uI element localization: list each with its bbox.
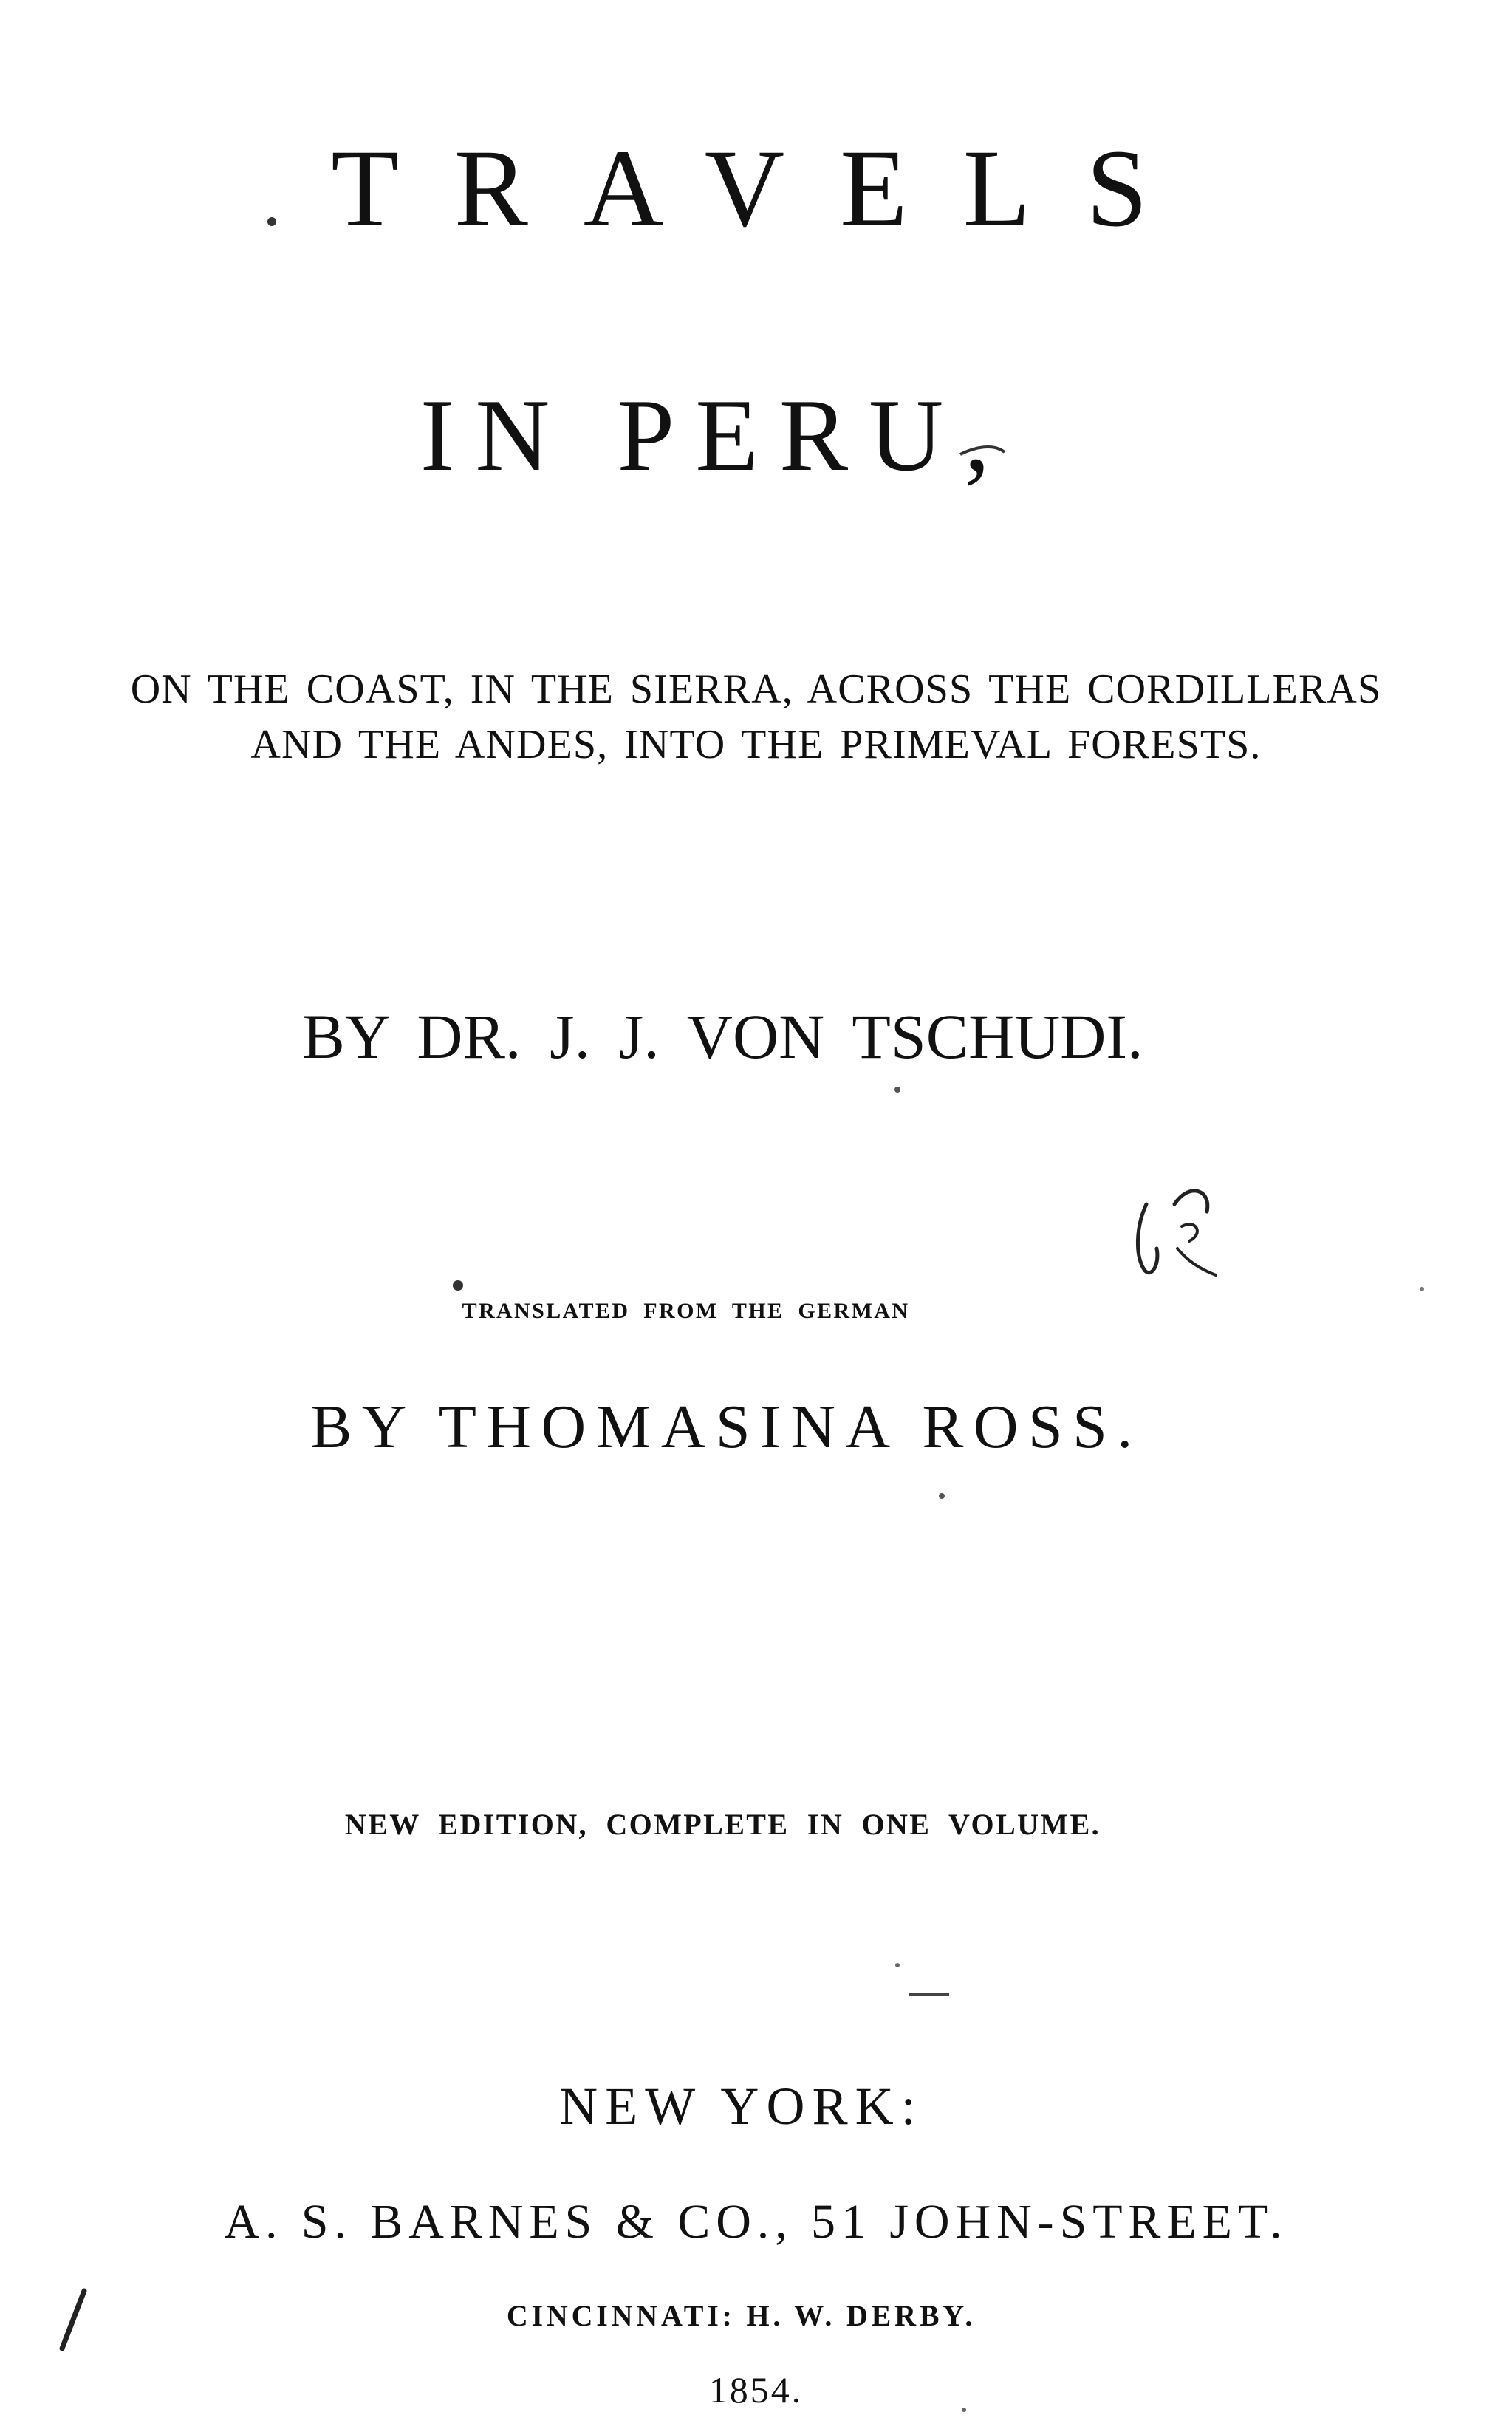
translated-from-line: TRANSLATED FROM THE GERMAN (462, 1299, 910, 1323)
description-line-2: AND THE ANDES, INTO THE PRIMEVAL FORESTS. (250, 722, 1262, 768)
imprint-year: 1854. (708, 2369, 804, 2411)
book-title: TRAVELS (331, 127, 1203, 250)
translator-line: BY THOMASINA ROSS. (310, 1393, 1143, 1461)
imprint-agent: CINCINNATI: H. W. DERBY. (506, 2299, 976, 2332)
imprint-city: NEW YORK: (559, 2077, 923, 2136)
edition-line: NEW EDITION, COMPLETE IN ONE VOLUME. (344, 1808, 1101, 1841)
imprint-publisher: A. S. BARNES & CO., 51 JOHN-STREET. (224, 2195, 1288, 2249)
author-line: BY DR. J. J. VON TSCHUDI. (302, 1001, 1143, 1072)
description-line-1: ON THE COAST, IN THE SIERRA, ACROSS THE CORDILLERAS (130, 666, 1382, 712)
book-subtitle: IN PERU, (420, 378, 1011, 493)
